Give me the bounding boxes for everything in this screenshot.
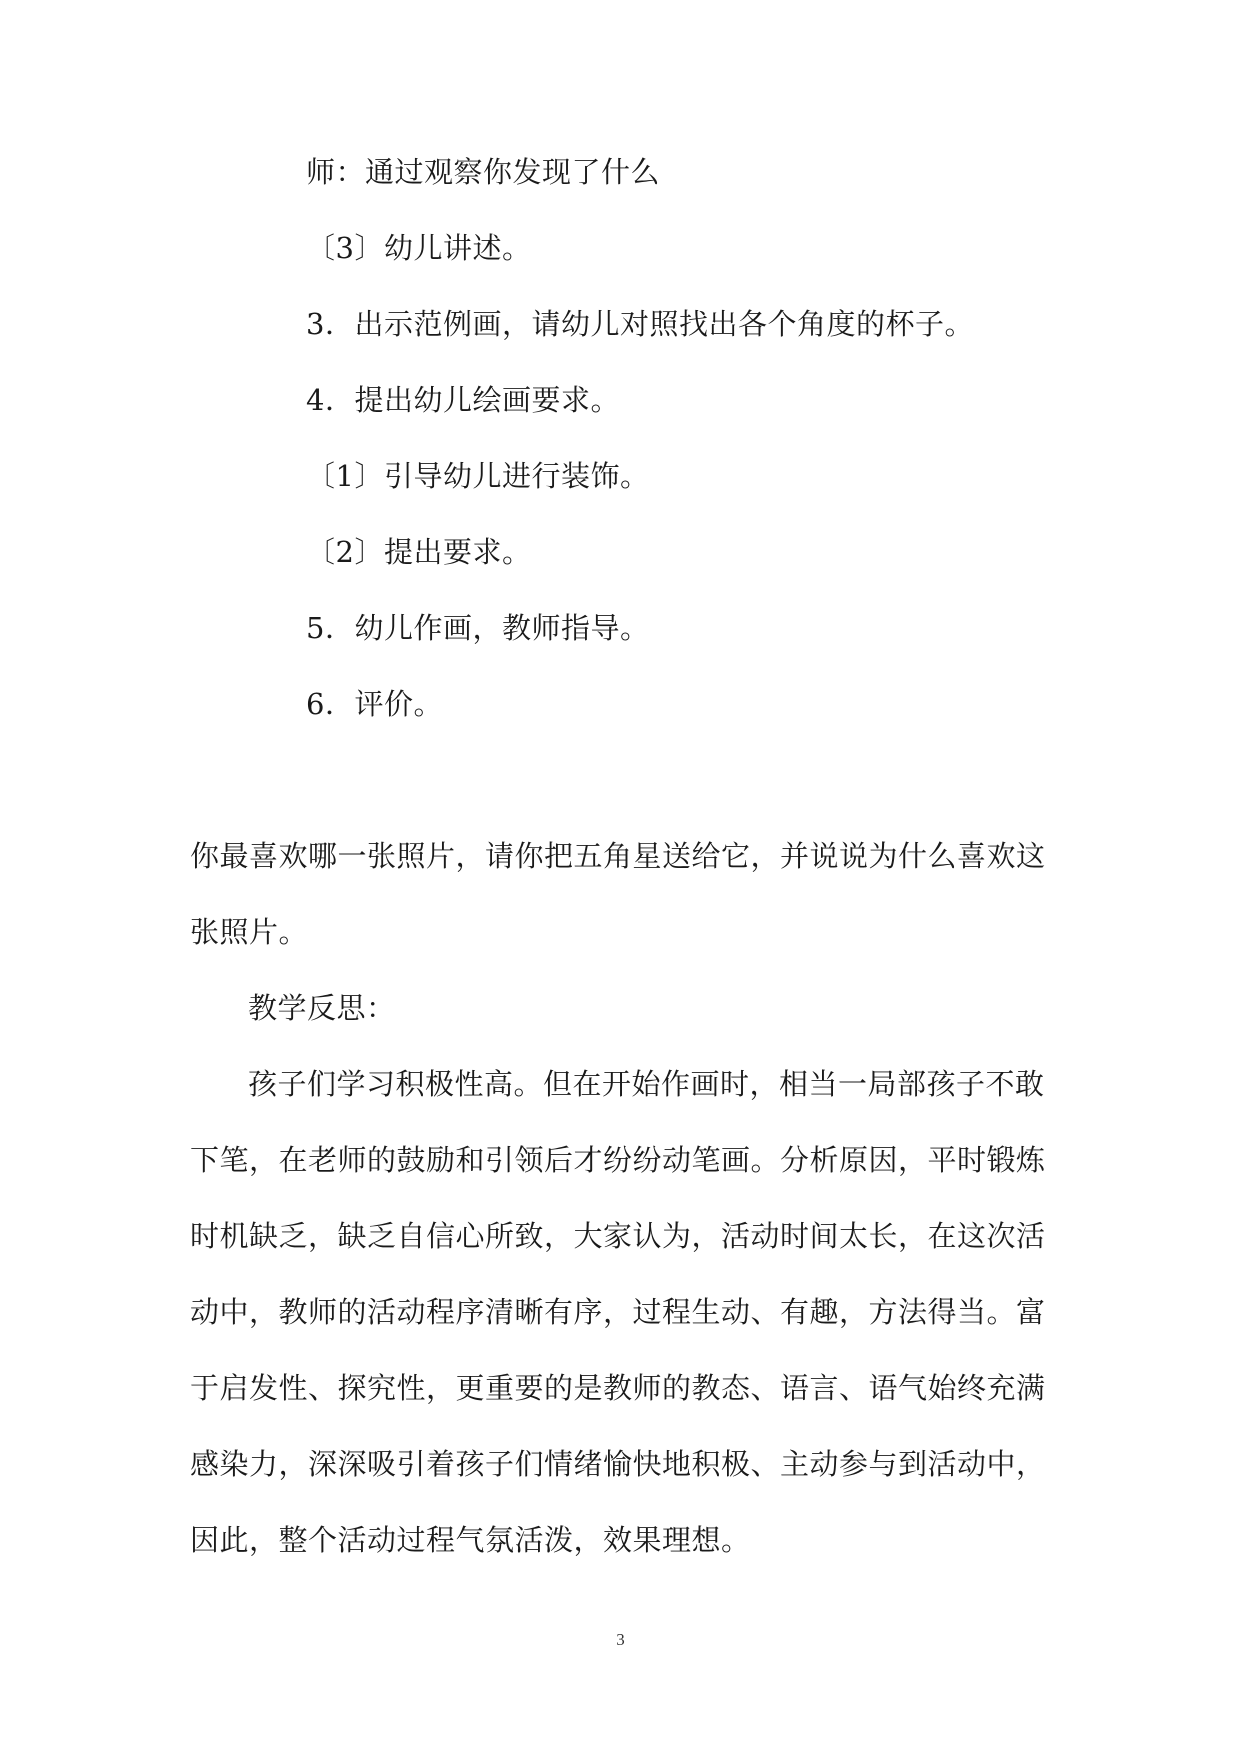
reflection-line: 时机缺乏，缺乏自信心所致，大家认为，活动时间太长，在这次活 (190, 1219, 1046, 1253)
reflection-heading: 教学反思： (248, 991, 396, 1025)
reflection-line: 下笔，在老师的鼓励和引领后才纷纷动笔画。分析原因，平时锻炼 (190, 1143, 1046, 1177)
reflection-line: 动中，教师的活动程序清晰有序，过程生动、有趣，方法得当。富 (190, 1295, 1046, 1329)
reflection-line: 感染力，深深吸引着孩子们情绪愉快地积极、主动参与到活动中， (190, 1447, 1046, 1481)
paragraph-line: 你最喜欢哪一张照片，请你把五角星送给它，并说说为什么喜欢这 (190, 839, 1046, 873)
step-line: 4．提出幼儿绘画要求。 (306, 383, 620, 417)
step-line: 3．出示范例画，请幼儿对照找出各个角度的杯子。 (306, 307, 974, 341)
step-line: 〔3〕幼儿讲述。 (306, 231, 532, 265)
step-line: 〔2〕提出要求。 (306, 535, 532, 569)
reflection-line: 孩子们学习积极性高。但在开始作画时，相当一局部孩子不敢 (248, 1067, 1045, 1101)
step-line: 〔1〕引导幼儿进行装饰。 (306, 459, 650, 493)
page-number: 3 (616, 1630, 625, 1649)
step-line: 师：通过观察你发现了什么 (306, 155, 661, 189)
step-line: 5．幼儿作画，教师指导。 (306, 611, 650, 645)
reflection-line: 于启发性、探究性，更重要的是教师的教态、语言、语气始终充满 (190, 1371, 1046, 1405)
reflection-line: 因此，整个活动过程气氛活泼，效果理想。 (190, 1523, 751, 1557)
step-line: 6．评价。 (306, 687, 443, 721)
paragraph-line: 张照片。 (190, 915, 309, 949)
